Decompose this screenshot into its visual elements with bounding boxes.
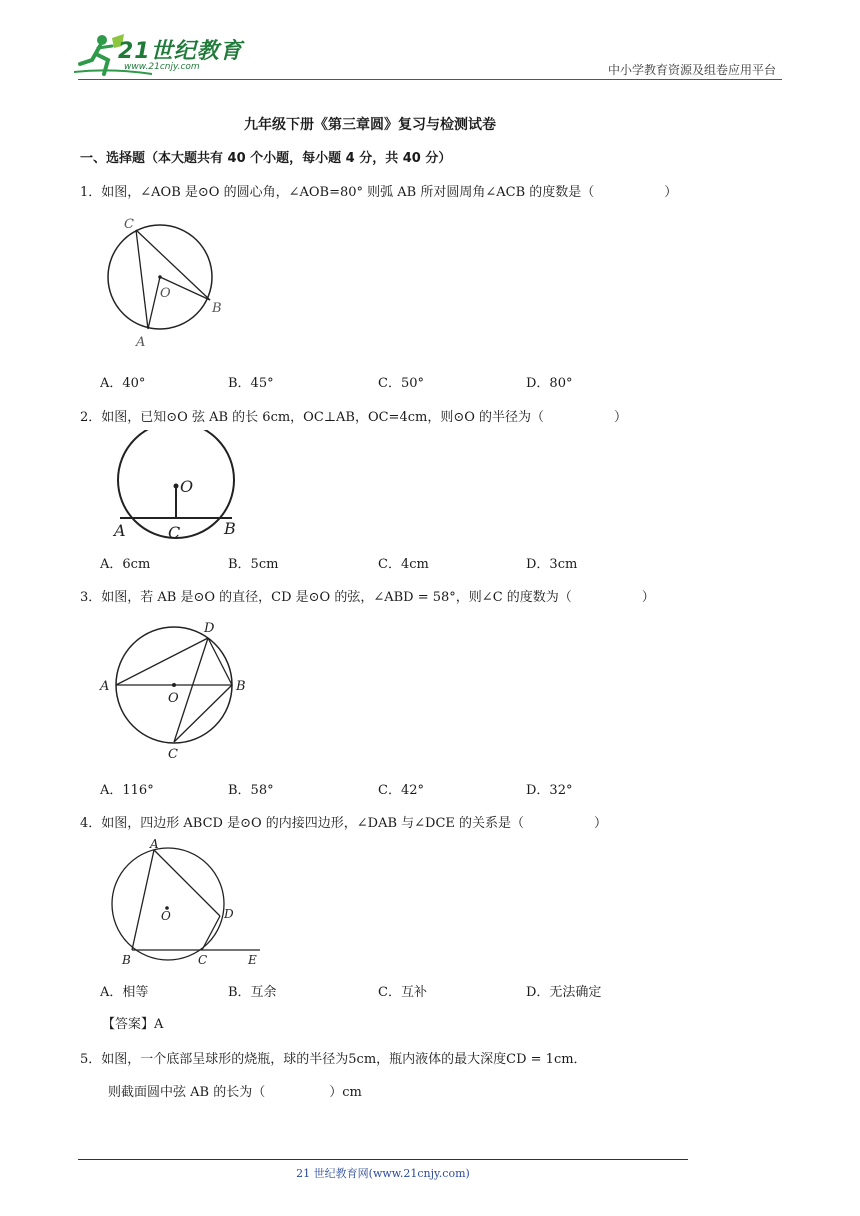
q4-label-a: A [150, 838, 159, 851]
question-5-unit: ）cm [329, 1085, 362, 1100]
question-5-line-2 [108, 1081, 362, 1100]
q4-label-o: O [161, 909, 171, 923]
question-2-paren: ） [614, 410, 628, 425]
question-1-figure [100, 212, 230, 352]
q1-option-d[interactable]: D．80° [526, 376, 573, 391]
question-2-options [100, 553, 700, 571]
q2-label-a: A [114, 521, 126, 540]
question-1-options [100, 372, 700, 390]
q3-label-c: C [168, 747, 178, 762]
question-1 [80, 181, 677, 200]
q4-option-a[interactable]: A．相等 [100, 985, 149, 1000]
q1-option-a[interactable]: A．40° [100, 376, 146, 391]
q2-label-o: O [180, 477, 194, 496]
q1-label-o: O [160, 286, 171, 301]
answer-text: 【答案】A [102, 1017, 164, 1032]
q2-option-c[interactable]: C．4cm [378, 557, 429, 572]
q3-option-a[interactable]: A．116° [100, 783, 154, 798]
q2-label-c: C [168, 523, 181, 542]
header-platform-text: 中小学教育资源及组卷应用平台 [607, 63, 776, 77]
q3-option-d[interactable]: D．32° [526, 783, 573, 798]
q1-label-c: C [124, 217, 134, 232]
logo-subtext: www.21cnjy.com [124, 62, 200, 72]
page-title: 九年级下册《第三章圆》复习与检测试卷 [244, 117, 496, 133]
q1-option-c[interactable]: C．50° [378, 376, 424, 391]
q4-label-c: C [198, 953, 208, 967]
question-1-paren: ） [664, 185, 678, 200]
q4-label-e: E [248, 953, 257, 967]
q4-option-c[interactable]: C．互补 [378, 985, 427, 1000]
question-4 [80, 812, 607, 831]
q3-label-d: D [204, 621, 215, 636]
header-divider [78, 79, 782, 80]
question-3-text: 3．如图，若 AB 是⊙O 的直径，CD 是⊙O 的弦，∠ABD = 58°，则∠C 的度数为（ [80, 590, 572, 605]
q4-option-b[interactable]: B．互余 [228, 985, 277, 1000]
question-2-figure [110, 430, 250, 542]
q2-option-d[interactable]: D．3cm [526, 557, 578, 572]
q3-label-o: O [168, 691, 179, 706]
q1-label-a: A [136, 335, 146, 350]
q3-option-c[interactable]: C．42° [378, 783, 424, 798]
question-5-text: 则截面圆中弦 AB 的长为（ [108, 1085, 266, 1100]
question-3-paren: ） [641, 590, 655, 605]
q4-label-d: D [224, 907, 234, 921]
question-3-options [100, 779, 700, 797]
q2-option-a[interactable]: A．6cm [100, 557, 151, 572]
question-1-text: 1．如图，∠AOB 是⊙O 的圆心角，∠AOB=80° 则弧 AB 所对圆周角∠ACB 的度数是（ [80, 185, 595, 200]
q3-label-a: A [100, 679, 110, 694]
q2-label-b: B [224, 519, 236, 538]
footer-link[interactable]: 21 世纪教育网(www.21cnjy.com) [296, 1167, 470, 1180]
q4-label-b: B [122, 953, 131, 967]
question-4-options [100, 981, 700, 999]
logo-text: 21世纪教育 [118, 39, 243, 64]
question-4-text: 4．如图，四边形 ABCD 是⊙O 的内接四边形，∠DAB 与∠DCE 的关系是（ [80, 816, 525, 831]
question-2-text: 2．如图，已知⊙O 弦 AB 的长 6cm，OC⊥AB，OC=4cm，则⊙O 的半径为（ [80, 410, 545, 425]
footer-divider [78, 1159, 688, 1160]
question-3 [80, 586, 655, 605]
q1-option-b[interactable]: B．45° [228, 376, 274, 391]
q3-option-b[interactable]: B．58° [228, 783, 274, 798]
q1-label-b: B [212, 301, 222, 316]
q4-option-d[interactable]: D．无法确定 [526, 985, 602, 1000]
section-heading: 一、选择题（本大题共有 40 个小题，每小题 4 分，共 40 分） [80, 151, 452, 166]
q3-label-b: B [236, 679, 246, 694]
q2-option-b[interactable]: B．5cm [228, 557, 279, 572]
question-5-line-1: 5．如图，一个底部呈球形的烧瓶，球的半径为5cm，瓶内液体的最大深度CD = 1cm． [80, 1052, 587, 1067]
question-2 [80, 406, 627, 425]
question-4-paren: ） [594, 816, 608, 831]
question-4-figure [110, 838, 270, 970]
question-3-figure [96, 612, 256, 764]
